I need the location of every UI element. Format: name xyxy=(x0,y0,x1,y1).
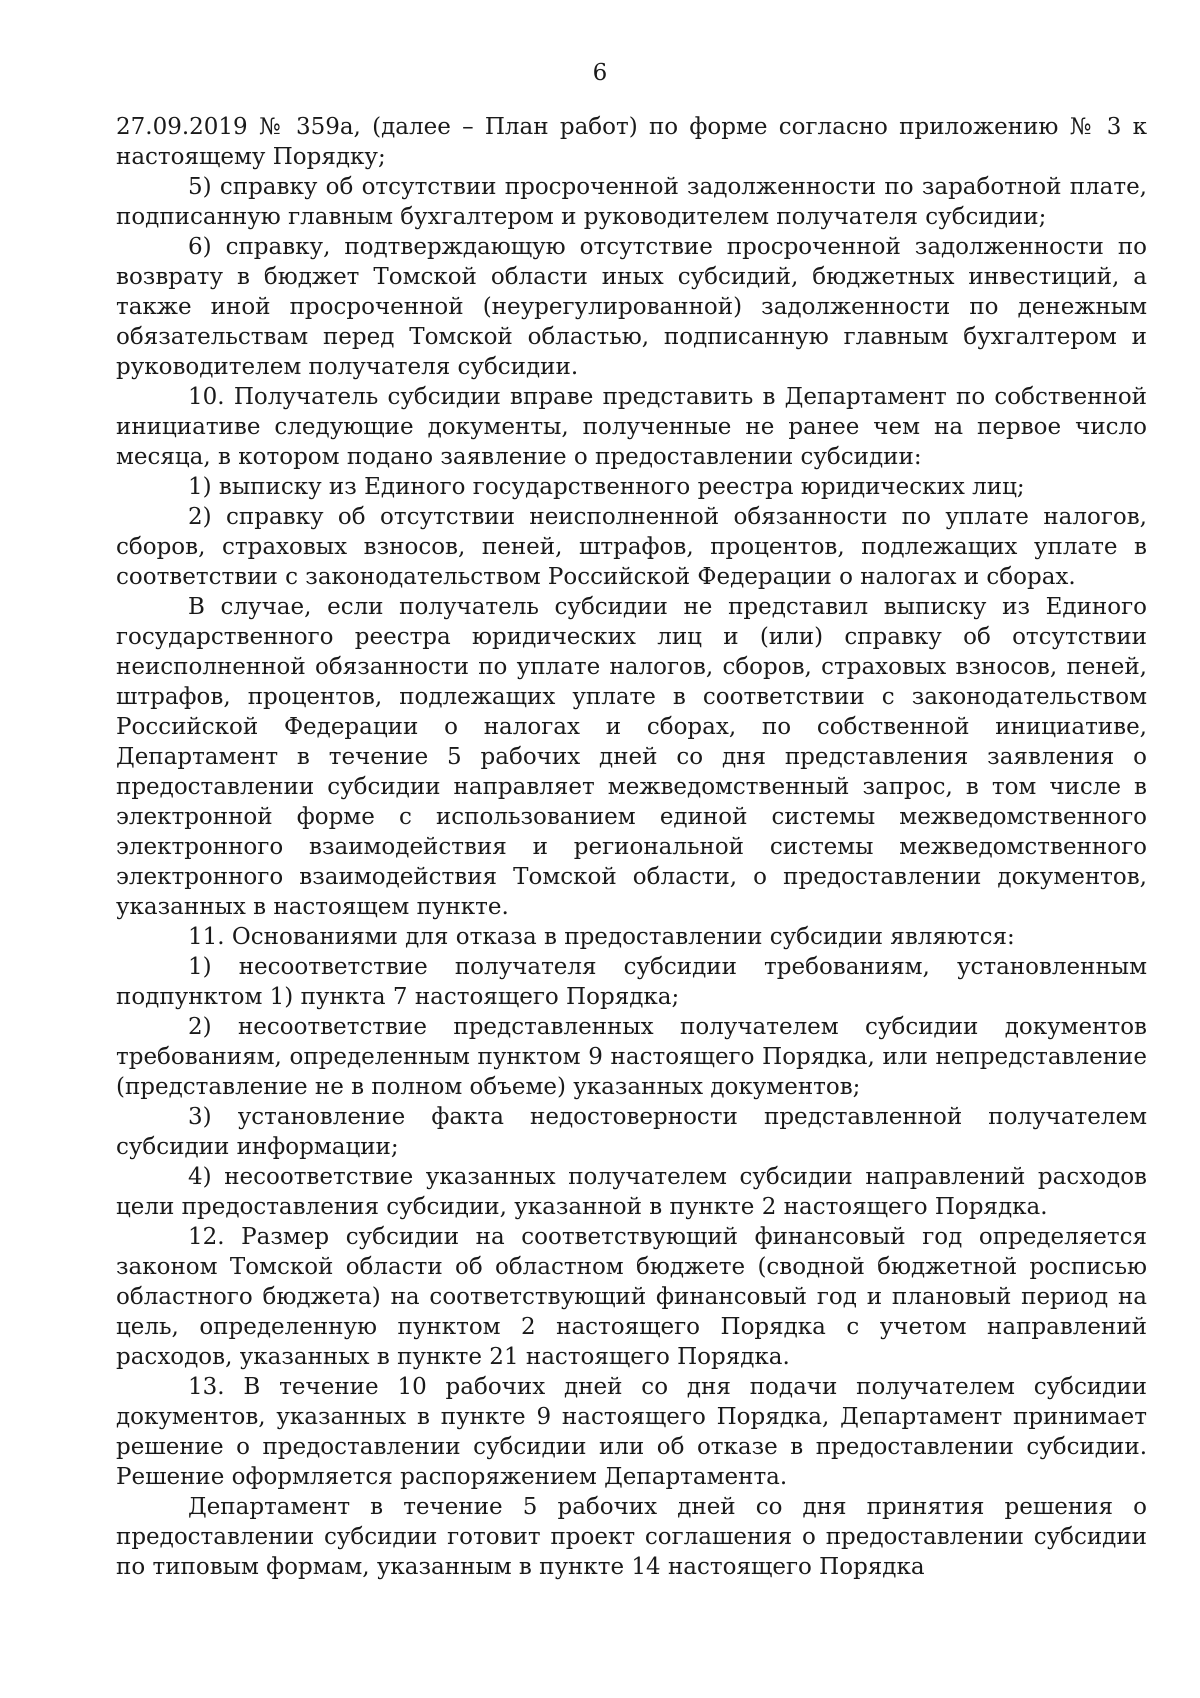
paragraph-clause-11-item-2: 2) несоответствие представленных получателем субсидии документов требованиям, определенным пунктом 9 настоящего Порядка, или непредставление (представление не в полном объеме) указанных документов; xyxy=(116,1014,1147,1100)
paragraph-clause-11-item-4: 4) несоответствие указанных получателем субсидии направлений расходов цели предоставления субсидии, указанной в пункте 2 настоящего Порядка. xyxy=(116,1164,1147,1220)
paragraph-clause-11: 11. Основаниями для отказа в предоставлении субсидии являются: xyxy=(188,924,1015,950)
paragraph-clause-11-item-3: 3) установление факта недостоверности представленной получателем субсидии информации; xyxy=(116,1104,1147,1160)
paragraph-agreement-draft: Департамент в течение 5 рабочих дней со дня принятия решения о предоставлении субсидии готовит проект соглашения о предоставлении субсидии по типовым формам, указанным в пункте 14 настоящего Порядка xyxy=(116,1494,1147,1580)
paragraph-clause-11-item-1: 1) несоответствие получателя субсидии требованиям, установленным подпунктом 1) пункта 7 настоящего Порядка; xyxy=(116,954,1147,1010)
paragraph-item-6-budget-debt: 6) справку, подтверждающую отсутствие просроченной задолженности по возврату в бюджет Томской области иных субсидий, бюджетных инвестиций, а также иной просроченной (неурегулированной) задолженности по денежным обязательствам перед Томской областью, подписанную главным бухгалтером и руководителем получателя субсидии. xyxy=(116,234,1147,380)
paragraph-clause-10-item-1: 1) выписку из Единого государственного реестра юридических лиц; xyxy=(188,474,1025,500)
paragraph-clause-13: 13. В течение 10 рабочих дней со дня подачи получателем субсидии документов, указанных в пункте 9 настоящего Порядка, Департамент принимает решение о предоставлении субсидии или об отказе в предоставлении субсидии. Решение оформляется распоряжением Департамента. xyxy=(116,1374,1147,1490)
paragraph-clause-10-item-2: 2) справку об отсутствии неисполненной обязанности по уплате налогов, сборов, страховых взносов, пеней, штрафов, процентов, подлежащих уплате в соответствии с законодательством Российской Федерации о налогах и сборах. xyxy=(116,504,1147,590)
paragraph-item-5-salary-debt: 5) справку об отсутствии просроченной задолженности по заработной плате, подписанную главным бухгалтером и руководителем получателя субсидии; xyxy=(116,174,1147,230)
page-number: 6 xyxy=(592,60,608,86)
paragraph-continuation: 27.09.2019 № 359а, (далее – План работ) по форме согласно приложению № 3 к настоящему Порядку; xyxy=(116,114,1147,170)
paragraph-interagency-request: В случае, если получатель субсидии не представил выписку из Единого государственного реестра юридических лиц и (или) справку об отсутствии неисполненной обязанности по уплате налогов, сборов, страховых взносов, пеней, штрафов, процентов, подлежащих уплате в соответствии с законодательством Российской Федерации о налогах и сборах, по собственной инициативе, Департамент в течение 5 рабочих дней со дня представления заявления о предоставлении субсидии направляет межведомственный запрос, в том числе в электронной форме с использованием единой системы межведомственного электронного взаимодействия и региональной системы межведомственного электронного взаимодействия Томской области, о предоставлении документов, указанных в настоящем пункте. xyxy=(116,594,1147,920)
paragraph-clause-10: 10. Получатель субсидии вправе представить в Департамент по собственной инициативе следующие документы, полученные не ранее чем на первое число месяца, в котором подано заявление о предоставлении субсидии: xyxy=(116,384,1147,470)
paragraph-clause-12: 12. Размер субсидии на соответствующий финансовый год определяется законом Томской области об областном бюджете (сводной бюджетной росписью областного бюджета) на соответствующий финансовый год и плановый период на цель, определенную пунктом 2 настоящего Порядка с учетом направлений расходов, указанных в пункте 21 настоящего Порядка. xyxy=(116,1224,1147,1370)
document-body xyxy=(116,112,1147,1582)
